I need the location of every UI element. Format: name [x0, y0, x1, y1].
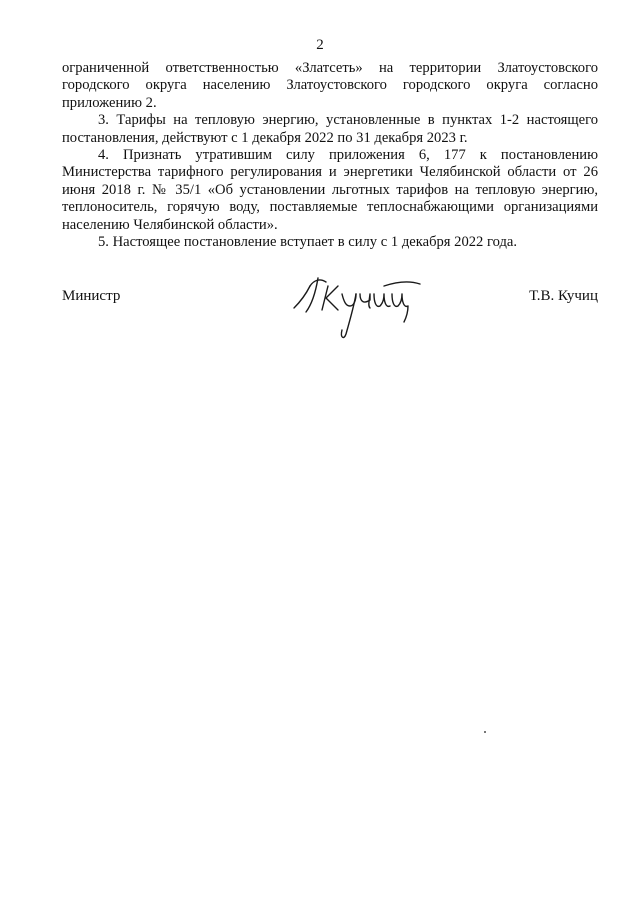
paragraph-continuation: ограниченной ответственностью «Златсеть» на территории Златоустовского городского округа населению Златоустовского городского округа согласно приложению 2. [62, 60, 598, 111]
paragraph-5: 5. Настоящее постановление вступает в силу с 1 декабря 2022 года. [98, 234, 518, 251]
document-body [62, 60, 598, 251]
paragraph-3: 3. Тарифы на тепловую энергию, установленные в пунктах 1-2 настоящего постановления, действуют с 1 декабря 2022 по 31 декабря 2023 г. [62, 112, 598, 146]
paragraph-4: 4. Признать утратившим силу приложения 6, 177 к постановлению Министерства тарифного регулирования и энергетики Челябинской области от 26 июня 2018 г. № 35/1 «Об установлении льготных тарифов на тепловую энергию, теплоноситель, горячую воду, поставляемые теплоснабжающими организациями населению Челябинской области». [62, 147, 598, 233]
signatory-name: Т.В. Кучиц [529, 288, 598, 304]
signatory-position: Министр [62, 288, 121, 304]
handwritten-signature [288, 272, 424, 342]
signature-block [62, 272, 598, 342]
scan-speck [484, 731, 486, 733]
page-number: 2 [316, 37, 324, 53]
